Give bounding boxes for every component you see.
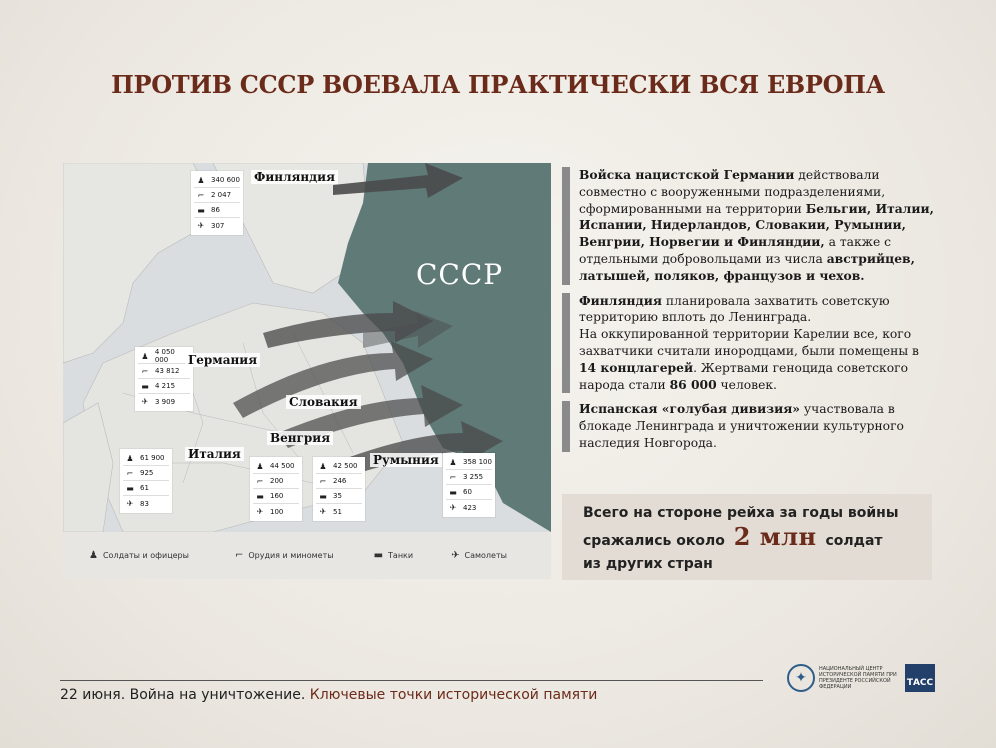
summary-line-2 bbox=[583, 522, 932, 553]
soldier-icon: ♟ bbox=[319, 461, 327, 471]
stat-value: 358 100 bbox=[463, 458, 492, 466]
tank-icon: ▬ bbox=[449, 487, 457, 497]
plane-icon: ✈ bbox=[319, 507, 327, 516]
romania-stats bbox=[443, 453, 495, 517]
soldier-icon: ♟ bbox=[449, 457, 457, 467]
stat-value: 307 bbox=[211, 221, 225, 230]
legend-label: Самолеты bbox=[464, 551, 507, 560]
stat-value: 2 047 bbox=[211, 191, 232, 199]
stat-value: 35 bbox=[333, 492, 342, 500]
map-legend bbox=[63, 532, 551, 579]
org-logo bbox=[787, 664, 899, 692]
tank-icon: ▬ bbox=[197, 205, 205, 215]
org-name: НАЦИОНАЛЬНЫЙ ЦЕНТР ИСТОРИЧЕСКОЙ ПАМЯТИ ПРИ ПРЕЗИДЕНТЕ РОССИЙСКОЙ ФЕДЕРАЦИИ bbox=[819, 666, 897, 690]
tank-icon: ▬ bbox=[126, 483, 134, 493]
stat-value: 61 900 bbox=[140, 454, 165, 462]
soldier-icon: ♟ bbox=[197, 175, 205, 185]
summary-box bbox=[562, 494, 932, 580]
hungary-stats bbox=[250, 457, 302, 521]
italy-stats bbox=[120, 449, 172, 513]
artillery-icon: ⌐ bbox=[256, 476, 264, 486]
ussr-label: СССР bbox=[416, 258, 504, 291]
stat-value: 83 bbox=[140, 499, 149, 508]
artillery-icon: ⌐ bbox=[197, 190, 205, 200]
legend-item bbox=[374, 550, 414, 561]
plane-icon: ✈ bbox=[451, 550, 460, 561]
info-text bbox=[562, 167, 934, 460]
stat-value: 423 bbox=[463, 503, 477, 512]
plane-icon: ✈ bbox=[141, 397, 149, 406]
footer-divider bbox=[60, 680, 763, 681]
label-slovakia: Словакия bbox=[286, 395, 361, 409]
stat-value: 340 600 bbox=[211, 176, 240, 184]
footer bbox=[60, 687, 597, 703]
label-romania: Румыния bbox=[370, 453, 442, 467]
emblem-icon: ✦ bbox=[787, 664, 815, 692]
soldier-icon: ♟ bbox=[256, 461, 264, 471]
tank-icon: ▬ bbox=[141, 381, 149, 391]
stat-value: 3 909 bbox=[155, 397, 176, 406]
tank-icon: ▬ bbox=[256, 491, 264, 501]
summary-text: сражались около bbox=[583, 533, 725, 549]
artillery-icon: ⌐ bbox=[141, 366, 149, 376]
plane-icon: ✈ bbox=[197, 221, 205, 230]
info-block-allies: Войска нацистской Германии действовали совместно с вооруженными подразделениями, сформированными на территории Бельгии, Италии, Испании, Нидерландов, Словакии, Румынии, Венгрии, Норвегии и Финляндии, а также с отдельными добровольцами из числа австрийцев, латышей, поляков, французов и чехов. bbox=[562, 167, 934, 285]
legend-label: Орудия и минометы bbox=[248, 551, 334, 560]
tank-icon: ▬ bbox=[319, 491, 327, 501]
stat-value: 925 bbox=[140, 469, 154, 477]
plane-icon: ✈ bbox=[256, 507, 264, 516]
footer-main: 22 июня. Война на уничтожение. bbox=[60, 687, 306, 703]
legend-item bbox=[235, 550, 334, 561]
plane-icon: ✈ bbox=[126, 499, 134, 508]
artillery-icon: ⌐ bbox=[449, 472, 457, 482]
label-germany: Германия bbox=[185, 353, 260, 367]
stat-value: 43 812 bbox=[155, 367, 180, 375]
stat-value: 44 500 bbox=[270, 462, 295, 470]
summary-text: солдат bbox=[825, 533, 883, 549]
page-title: ПРОТИВ СССР ВОЕВАЛА ПРАКТИЧЕСКИ ВСЯ ЕВРОПА bbox=[111, 70, 885, 99]
legend-item bbox=[89, 550, 189, 561]
soldier-icon: ♟ bbox=[126, 453, 134, 463]
stat-value: 4 050 000 bbox=[154, 348, 175, 364]
stat-value: 86 bbox=[211, 206, 220, 214]
soldier-icon: ♟ bbox=[89, 550, 98, 561]
legend-label: Солдаты и офицеры bbox=[102, 551, 189, 560]
summary-line-3: из других стран bbox=[583, 556, 713, 572]
plane-icon: ✈ bbox=[449, 503, 457, 512]
stat-value: 51 bbox=[333, 507, 342, 516]
map bbox=[63, 163, 551, 579]
info-block-spain: Испанская «голубая дивизия» участвовала в блокаде Ленинграда и уничтожении культурного наследия Новгорода. bbox=[562, 401, 934, 451]
stat-value: 246 bbox=[333, 477, 347, 485]
tank-icon: ▬ bbox=[373, 550, 384, 561]
stat-value: 100 bbox=[270, 507, 284, 516]
label-hungary: Венгрия bbox=[267, 431, 333, 445]
stat-value: 200 bbox=[270, 477, 284, 485]
slovakia-stats bbox=[313, 457, 365, 521]
label-italy: Италия bbox=[185, 447, 244, 461]
stat-value: 60 bbox=[463, 488, 472, 496]
artillery-icon: ⌐ bbox=[319, 476, 327, 486]
finland-stats bbox=[191, 171, 243, 235]
stat-value: 3 255 bbox=[463, 473, 484, 481]
stat-value: 42 500 bbox=[333, 462, 358, 470]
info-block-finland: Финляндия планировала захватить советскую территорию вплоть до Ленинграда. На оккупированной территории Карелии все, кого захватчики считали инородцами, были помещены в 14 концлагерей. Жертвами геноцида советского народа стали 86 000 человек. bbox=[562, 293, 934, 394]
artillery-icon: ⌐ bbox=[126, 468, 134, 478]
footer-accent: Ключевые точки исторической памяти bbox=[309, 687, 598, 703]
summary-line-1: Всего на стороне рейха за годы войны bbox=[583, 505, 899, 521]
summary-number: 2 млн bbox=[733, 522, 817, 551]
artillery-icon: ⌐ bbox=[234, 550, 244, 561]
tass-logo: ТАСС bbox=[905, 664, 935, 692]
legend-item bbox=[451, 550, 507, 561]
stat-value: 61 bbox=[140, 484, 149, 492]
stat-value: 160 bbox=[270, 492, 284, 500]
stat-value: 4 215 bbox=[155, 382, 176, 390]
label-finland: Финляндия bbox=[251, 170, 338, 184]
legend-label: Танки bbox=[388, 551, 414, 560]
soldier-icon: ♟ bbox=[141, 351, 149, 361]
